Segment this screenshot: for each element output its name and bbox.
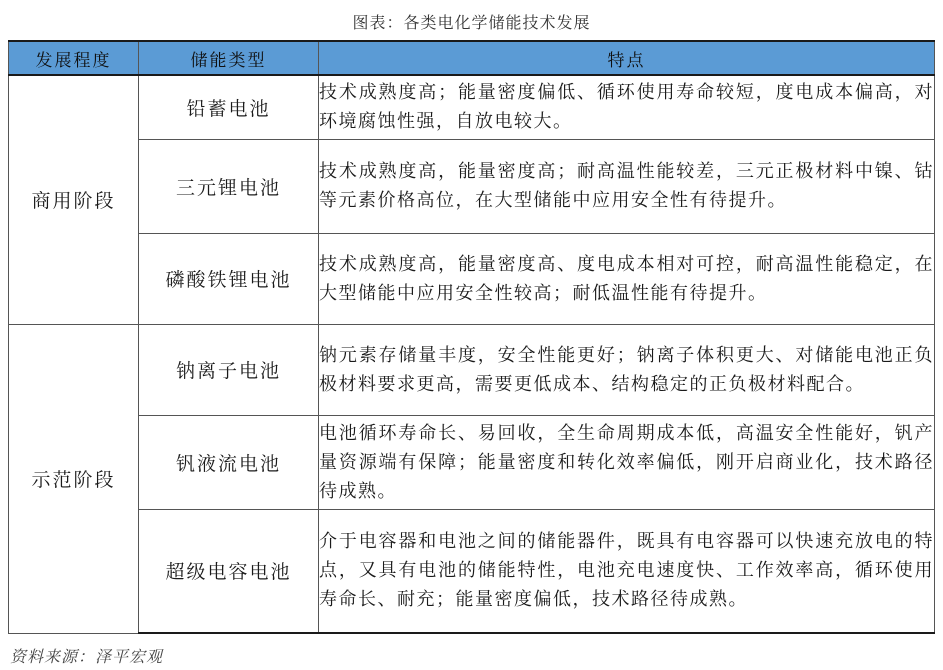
- header-feature: 特点: [319, 41, 935, 75]
- table-header-row: [9, 41, 935, 75]
- stage-commercial: 商用阶段: [9, 75, 139, 324]
- type-ternary-lithium: 三元锂电池: [139, 139, 319, 233]
- figure-title: 图表：各类电化学储能技术发展: [352, 13, 591, 32]
- table-row: [9, 415, 935, 509]
- header-stage: 发展程度: [9, 41, 139, 75]
- feature-lfp: 技术成熟度高，能量密度高、度电成本相对可控，耐高温性能稳定，在大型储能中应用安全性较高；耐低温性能有待提升。: [319, 233, 935, 324]
- feature-supercapacitor: 介于电容器和电池之间的储能器件，既具有电容器可以快速充放电的特点，又具有电池的储能特性，电池充电速度快、工作效率高，循环使用寿命长、耐充；能量密度偏低，技术路径待成熟。: [319, 509, 935, 633]
- feature-lead-acid: 技术成熟度高；能量密度偏低、循环使用寿命较短，度电成本偏高，对环境腐蚀性强，自放电较大。: [319, 75, 935, 139]
- table-row: [9, 233, 935, 324]
- type-vanadium-flow: 钒液流电池: [139, 415, 319, 509]
- table-row: [9, 75, 935, 139]
- header-type: 储能类型: [139, 41, 319, 75]
- type-lead-acid: 铅蓄电池: [139, 75, 319, 139]
- table-row: [9, 509, 935, 633]
- stage-demonstration: 示范阶段: [9, 324, 139, 633]
- feature-vanadium-flow: 电池循环寿命长、易回收，全生命周期成本低，高温安全性能好，钒产量资源端有保障；能量密度和转化效率偏低，刚开启商业化，技术路径待成熟。: [319, 415, 935, 509]
- feature-ternary-lithium: 技术成熟度高，能量密度高；耐高温性能较差，三元正极材料中镍、钴等元素价格高位，在大型储能中应用安全性有待提升。: [319, 139, 935, 233]
- type-lfp: 磷酸铁锂电池: [139, 233, 319, 324]
- table-row: [9, 139, 935, 233]
- storage-technology-table: [8, 40, 935, 634]
- type-sodium-ion: 钠离子电池: [139, 324, 319, 415]
- type-supercapacitor: 超级电容电池: [139, 509, 319, 633]
- source-note: 资料来源：泽平宏观: [10, 647, 164, 666]
- table-row: [9, 324, 935, 415]
- feature-sodium-ion: 钠元素存储量丰度，安全性能更好；钠离子体积更大、对储能电池正负极材料要求更高，需要更低成本、结构稳定的正负极材料配合。: [319, 324, 935, 415]
